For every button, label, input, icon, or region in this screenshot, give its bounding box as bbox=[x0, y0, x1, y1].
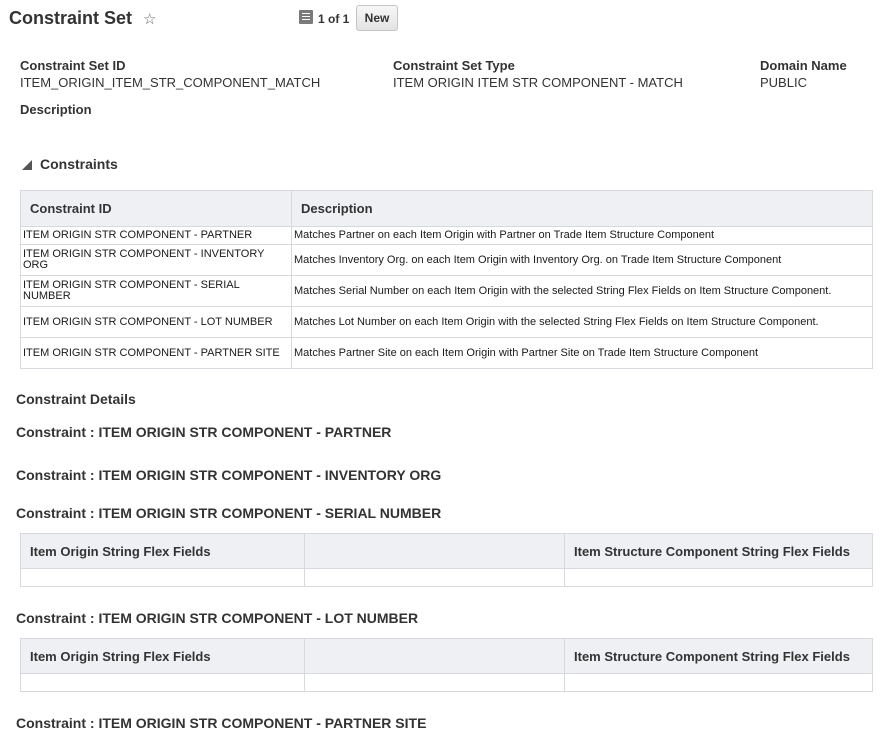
table-row bbox=[21, 674, 873, 692]
constraint-heading-partner: Constraint : ITEM ORIGIN STR COMPONENT - PARTNER bbox=[16, 424, 392, 440]
column-header-blank bbox=[305, 534, 565, 569]
page-title: Constraint Set bbox=[9, 8, 133, 28]
column-header-item-structure-flex-fields: Item Structure Component String Flex Fields bbox=[565, 534, 873, 569]
column-header-item-structure-flex-fields: Item Structure Component String Flex Fields bbox=[565, 639, 873, 674]
star-icon[interactable]: ☆ bbox=[143, 11, 157, 28]
domain-name-label: Domain Name bbox=[760, 58, 847, 73]
constraint-set-id-value: ITEM_ORIGIN_ITEM_STR_COMPONENT_MATCH bbox=[20, 75, 321, 90]
table-header-row bbox=[21, 639, 873, 674]
constraint-heading-inventory-org: Constraint : ITEM ORIGIN STR COMPONENT - INVENTORY ORG bbox=[16, 467, 442, 483]
lot-number-flex-fields-table bbox=[20, 638, 873, 692]
column-header-constraint-id[interactable]: Constraint ID bbox=[21, 191, 292, 227]
constraint-description-cell: Matches Serial Number on each Item Origin with the selected String Flex Fields on Item Structure Component. bbox=[292, 276, 873, 307]
empty-cell bbox=[305, 569, 565, 587]
constraint-description-cell: Matches Partner Site on each Item Origin with Partner Site on Trade Item Structure Component bbox=[292, 338, 873, 369]
column-header-blank bbox=[305, 639, 565, 674]
column-header-description[interactable]: Description bbox=[292, 191, 873, 227]
domain-name-value: PUBLIC bbox=[760, 75, 807, 90]
constraint-description-cell: Matches Partner on each Item Origin with Partner on Trade Item Structure Component bbox=[292, 227, 873, 245]
constraint-set-type-label: Constraint Set Type bbox=[393, 58, 515, 73]
description-label: Description bbox=[20, 102, 92, 117]
column-header-item-origin-flex-fields: Item Origin String Flex Fields bbox=[21, 534, 305, 569]
empty-cell bbox=[21, 674, 305, 692]
empty-cell bbox=[565, 674, 873, 692]
table-row[interactable] bbox=[21, 245, 873, 276]
constraint-heading-serial-number: Constraint : ITEM ORIGIN STR COMPONENT - SERIAL NUMBER bbox=[16, 505, 442, 521]
constraint-id-cell: ITEM ORIGIN STR COMPONENT - LOT NUMBER bbox=[21, 307, 292, 338]
table-header-row bbox=[21, 534, 873, 569]
constraint-id-cell: ITEM ORIGIN STR COMPONENT - PARTNER bbox=[21, 227, 292, 245]
constraint-heading-lot-number: Constraint : ITEM ORIGIN STR COMPONENT - LOT NUMBER bbox=[16, 610, 419, 626]
table-row[interactable] bbox=[21, 338, 873, 369]
table-header-row bbox=[21, 191, 873, 227]
collapse-triangle-icon[interactable] bbox=[22, 160, 32, 170]
empty-cell bbox=[21, 569, 305, 587]
list-icon bbox=[299, 10, 313, 24]
constraints-table bbox=[20, 190, 873, 369]
column-header-item-origin-flex-fields: Item Origin String Flex Fields bbox=[21, 639, 305, 674]
new-button[interactable]: New bbox=[356, 5, 398, 31]
empty-cell bbox=[305, 674, 565, 692]
constraint-details-heading: Constraint Details bbox=[16, 391, 136, 407]
constraint-set-id-label: Constraint Set ID bbox=[20, 58, 126, 73]
table-row[interactable] bbox=[21, 227, 873, 245]
constraint-description-cell: Matches Inventory Org. on each Item Origin with Inventory Org. on Trade Item Structure Component bbox=[292, 245, 873, 276]
constraint-heading-partner-site: Constraint : ITEM ORIGIN STR COMPONENT - PARTNER SITE bbox=[16, 715, 427, 731]
serial-number-flex-fields-table bbox=[20, 533, 873, 587]
table-row bbox=[21, 569, 873, 587]
pager-count: 1 of 1 bbox=[318, 12, 350, 26]
constraint-id-cell: ITEM ORIGIN STR COMPONENT - SERIAL NUMBER bbox=[21, 276, 292, 307]
constraints-section-title: Constraints bbox=[40, 156, 118, 172]
constraint-description-cell: Matches Lot Number on each Item Origin with the selected String Flex Fields on Item Structure Component. bbox=[292, 307, 873, 338]
constraint-id-cell: ITEM ORIGIN STR COMPONENT - INVENTORY ORG bbox=[21, 245, 292, 276]
constraint-set-type-value: ITEM ORIGIN ITEM STR COMPONENT - MATCH bbox=[393, 75, 683, 90]
constraint-id-cell: ITEM ORIGIN STR COMPONENT - PARTNER SITE bbox=[21, 338, 292, 369]
table-row[interactable] bbox=[21, 276, 873, 307]
table-row[interactable] bbox=[21, 307, 873, 338]
empty-cell bbox=[565, 569, 873, 587]
